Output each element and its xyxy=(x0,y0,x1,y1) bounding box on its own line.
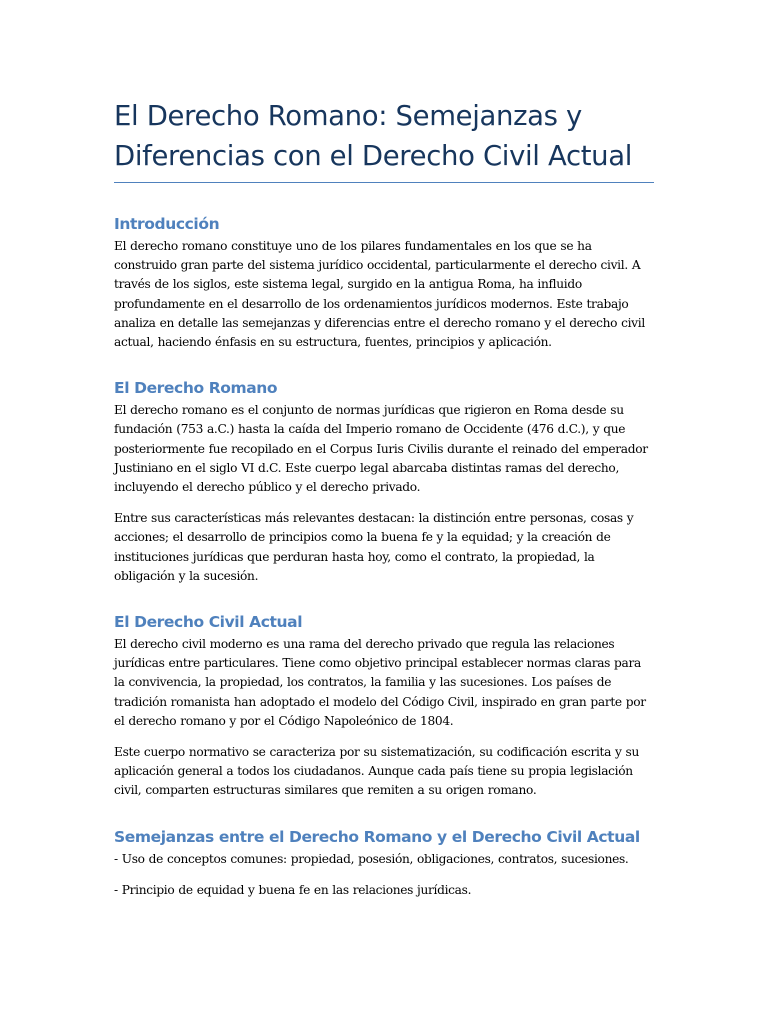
section-heading-derecho-civil-actual: El Derecho Civil Actual xyxy=(114,613,303,632)
paragraph-introduccion: El derecho romano constituye uno de los pilares fundamentales en los que se ha construido gran parte del sistema jurídico occidental, particularmente el derecho civil. A través de los siglos, este sistema legal, surgido en la antigua Roma, ha influido profundamente en el desarrollo de los ordenamientos jurídicos modernos. Este trabajo analiza en detalle las semejanzas y diferencias entre el derecho romano y el derecho civil actual, haciendo énfasis en su estructura, fuentes, principios y aplicación. xyxy=(114,239,645,350)
section-heading-introduccion: Introducción xyxy=(114,215,220,233)
paragraph-derecho-civil-2: Este cuerpo normativo se caracteriza por su sistematización, su codificación escrita y su aplicación general a todos los ciudadanos. Aunque cada país tiene su propia legislación civil, comparten estructuras similares que remiten a su origen romano. xyxy=(114,745,639,798)
list-item-semejanza-1: - Uso de conceptos comunes: propiedad, posesión, obligaciones, contratos, sucesiones. xyxy=(114,851,629,866)
section-heading-derecho-romano: El Derecho Romano xyxy=(114,379,278,398)
paragraph-derecho-romano-1: El derecho romano es el conjunto de normas jurídicas que rigieron en Roma desde su fundación (753 a.C.) hasta la caída del Imperio romano de Occidente (476 d.C.), y que posteriormente fue recopilado en el Corpus Iuris Civilis durante el reinado del emperador Justiniano en el siglo VI d.C. Este cuerpo legal abarcaba distintas ramas del derecho, incluyendo el derecho público y el derecho privado. xyxy=(114,403,648,495)
section-heading-semejanzas: Semejanzas entre el Derecho Romano y el Derecho Civil Actual xyxy=(114,827,640,846)
paragraph-derecho-romano-2: Entre sus características más relevantes destacan: la distinción entre personas, cosas y acciones; el desarrollo de principios como la buena fe y la equidad; y la creación de instituciones jurídicas que perduran hasta hoy, como el contrato, la propiedad, la obligación y la sucesión. xyxy=(114,511,634,583)
document-page xyxy=(114,0,654,900)
document-title: El Derecho Romano: Semejanzas y Diferencias con el Derecho Civil Actual xyxy=(114,100,633,172)
paragraph-derecho-civil-1: El derecho civil moderno es una rama del derecho privado que regula las relaciones jurídicas entre particulares. Tiene como objetivo principal establecer normas claras para la convivencia, la propiedad, los contratos, la familia y las sucesiones. Los países de tradición romanista han adoptado el modelo del Código Civil, inspirado en gran parte por el derecho romano y por el Código Napoleónico de 1804. xyxy=(114,637,646,728)
title-underline xyxy=(114,182,654,183)
list-item-semejanza-2: - Principio de equidad y buena fe en las relaciones jurídicas. xyxy=(114,882,472,897)
